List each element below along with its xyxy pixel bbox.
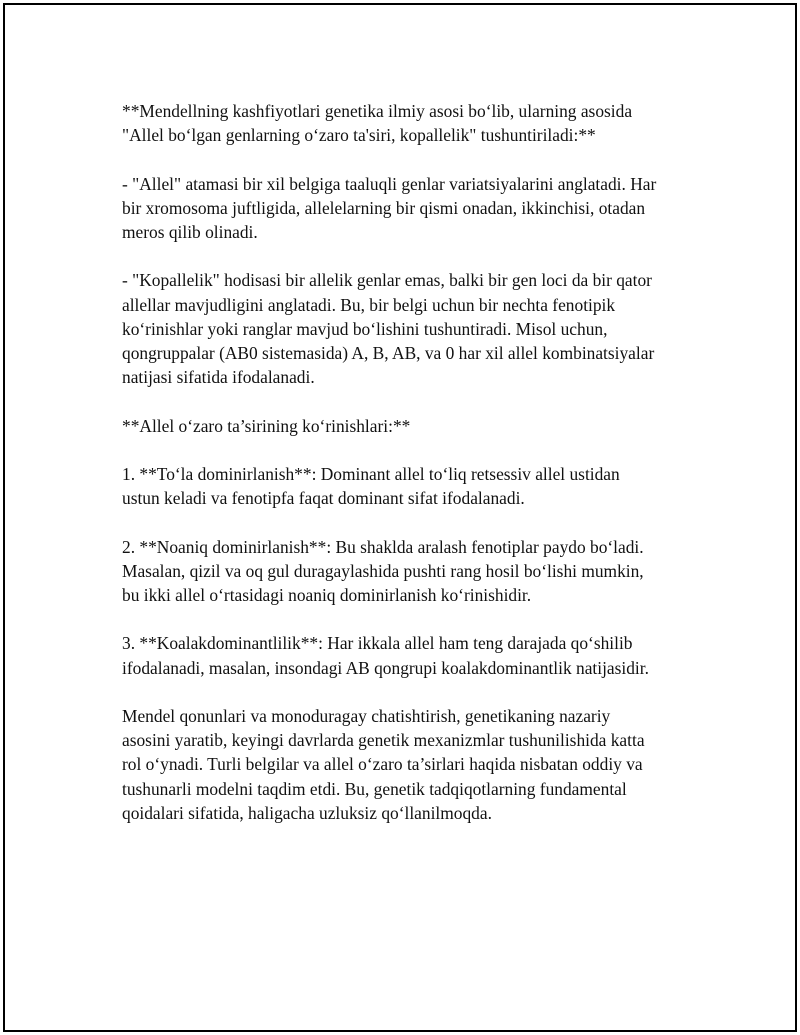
text-line: 2. **Noaniq dominirlanish**: Bu shaklda aralash fenotiplar paydo bo‘ladi. xyxy=(122,536,644,557)
kopallelik-definition-paragraph xyxy=(122,268,702,389)
list-item-3 xyxy=(122,631,702,679)
text-line: ustun keladi va fenotipfa faqat dominant sifat ifodalanadi. xyxy=(122,488,525,509)
text-line: ko‘rinishlar yoki ranglar mavjud bo‘lishini tushuntiradi. Misol uchun, xyxy=(122,318,608,339)
text-line: ifodalanadi, masalan, insondagi AB qongrupi koalakdominantlik natijasidir. xyxy=(122,657,649,678)
text-line: Masalan, qizil va oq gul duragaylashida pushti rang hosil bo‘lishi mumkin, xyxy=(122,560,644,581)
text-line: meros qilib olinadi. xyxy=(122,222,258,242)
text-line: asosini yaratib, keyingi davrlarda genetik mexanizmlar tushunilishida katta xyxy=(122,730,645,751)
section-heading xyxy=(122,414,702,438)
text-line: rol o‘ynadi. Turli belgilar va allel o‘zaro ta’sirlari haqida nisbatan oddiy va xyxy=(122,754,643,775)
text-line: **Mendellning kashfiyotlari genetika ilmiy asosi bo‘lib, ularning asosida xyxy=(122,101,633,121)
text-line: bir xromosoma juftligida, allelelarning bir qismi onadan, ikkinchisi, otadan xyxy=(122,197,646,218)
document-body xyxy=(122,99,702,849)
text-line: natijasi sifatida ifodalanadi. xyxy=(122,367,315,388)
conclusion-paragraph xyxy=(122,704,702,825)
text-line: - "Allel" atamasi bir xil belgiga taaluqli genlar variatsiyalarini anglatadi. Har xyxy=(122,173,657,194)
allel-definition-paragraph xyxy=(122,172,702,245)
intro-paragraph xyxy=(122,99,702,147)
text-line: "Allel bo‘lgan genlarning o‘zaro ta'siri, kopallelik" tushuntiriladi:** xyxy=(122,125,596,146)
text-line: 3. **Koalakdominantlilik**: Har ikkala allel ham teng darajada qo‘shilib xyxy=(122,633,633,654)
list-item-2 xyxy=(122,535,702,608)
text-line: qoidalari sifatida, haligacha uzluksiz qo‘llanilmoqda. xyxy=(122,802,492,823)
text-line: tushunarli modelni taqdim etdi. Bu, genetik tadqiqotlarning fundamental xyxy=(122,778,627,799)
text-line: 1. **To‘la dominirlanish**: Dominant allel to‘liq retsessiv allel ustidan xyxy=(122,463,620,484)
text-line: bu ikki allel o‘rtasidagi noaniq dominirlanish ko‘rinishidir. xyxy=(122,584,532,605)
text-line: allellar mavjudligini anglatadi. Bu, bir belgi uchun bir nechta fenotipik xyxy=(122,294,616,315)
text-line: qongruppalar (AB0 sistemasida) A, B, AB, va 0 har xil allel kombinatsiyalar xyxy=(122,343,655,363)
text-line: Mendel qonunlari va monoduragay chatishtirish, genetikaning nazariy xyxy=(122,705,611,726)
text-line: **Allel o‘zaro ta’sirining ko‘rinishlari:** xyxy=(122,415,411,436)
list-item-1 xyxy=(122,462,702,510)
page-frame xyxy=(3,3,797,1032)
text-line: - "Kopallelik" hodisasi bir allelik genlar emas, balki bir gen loci da bir qator xyxy=(122,270,652,291)
